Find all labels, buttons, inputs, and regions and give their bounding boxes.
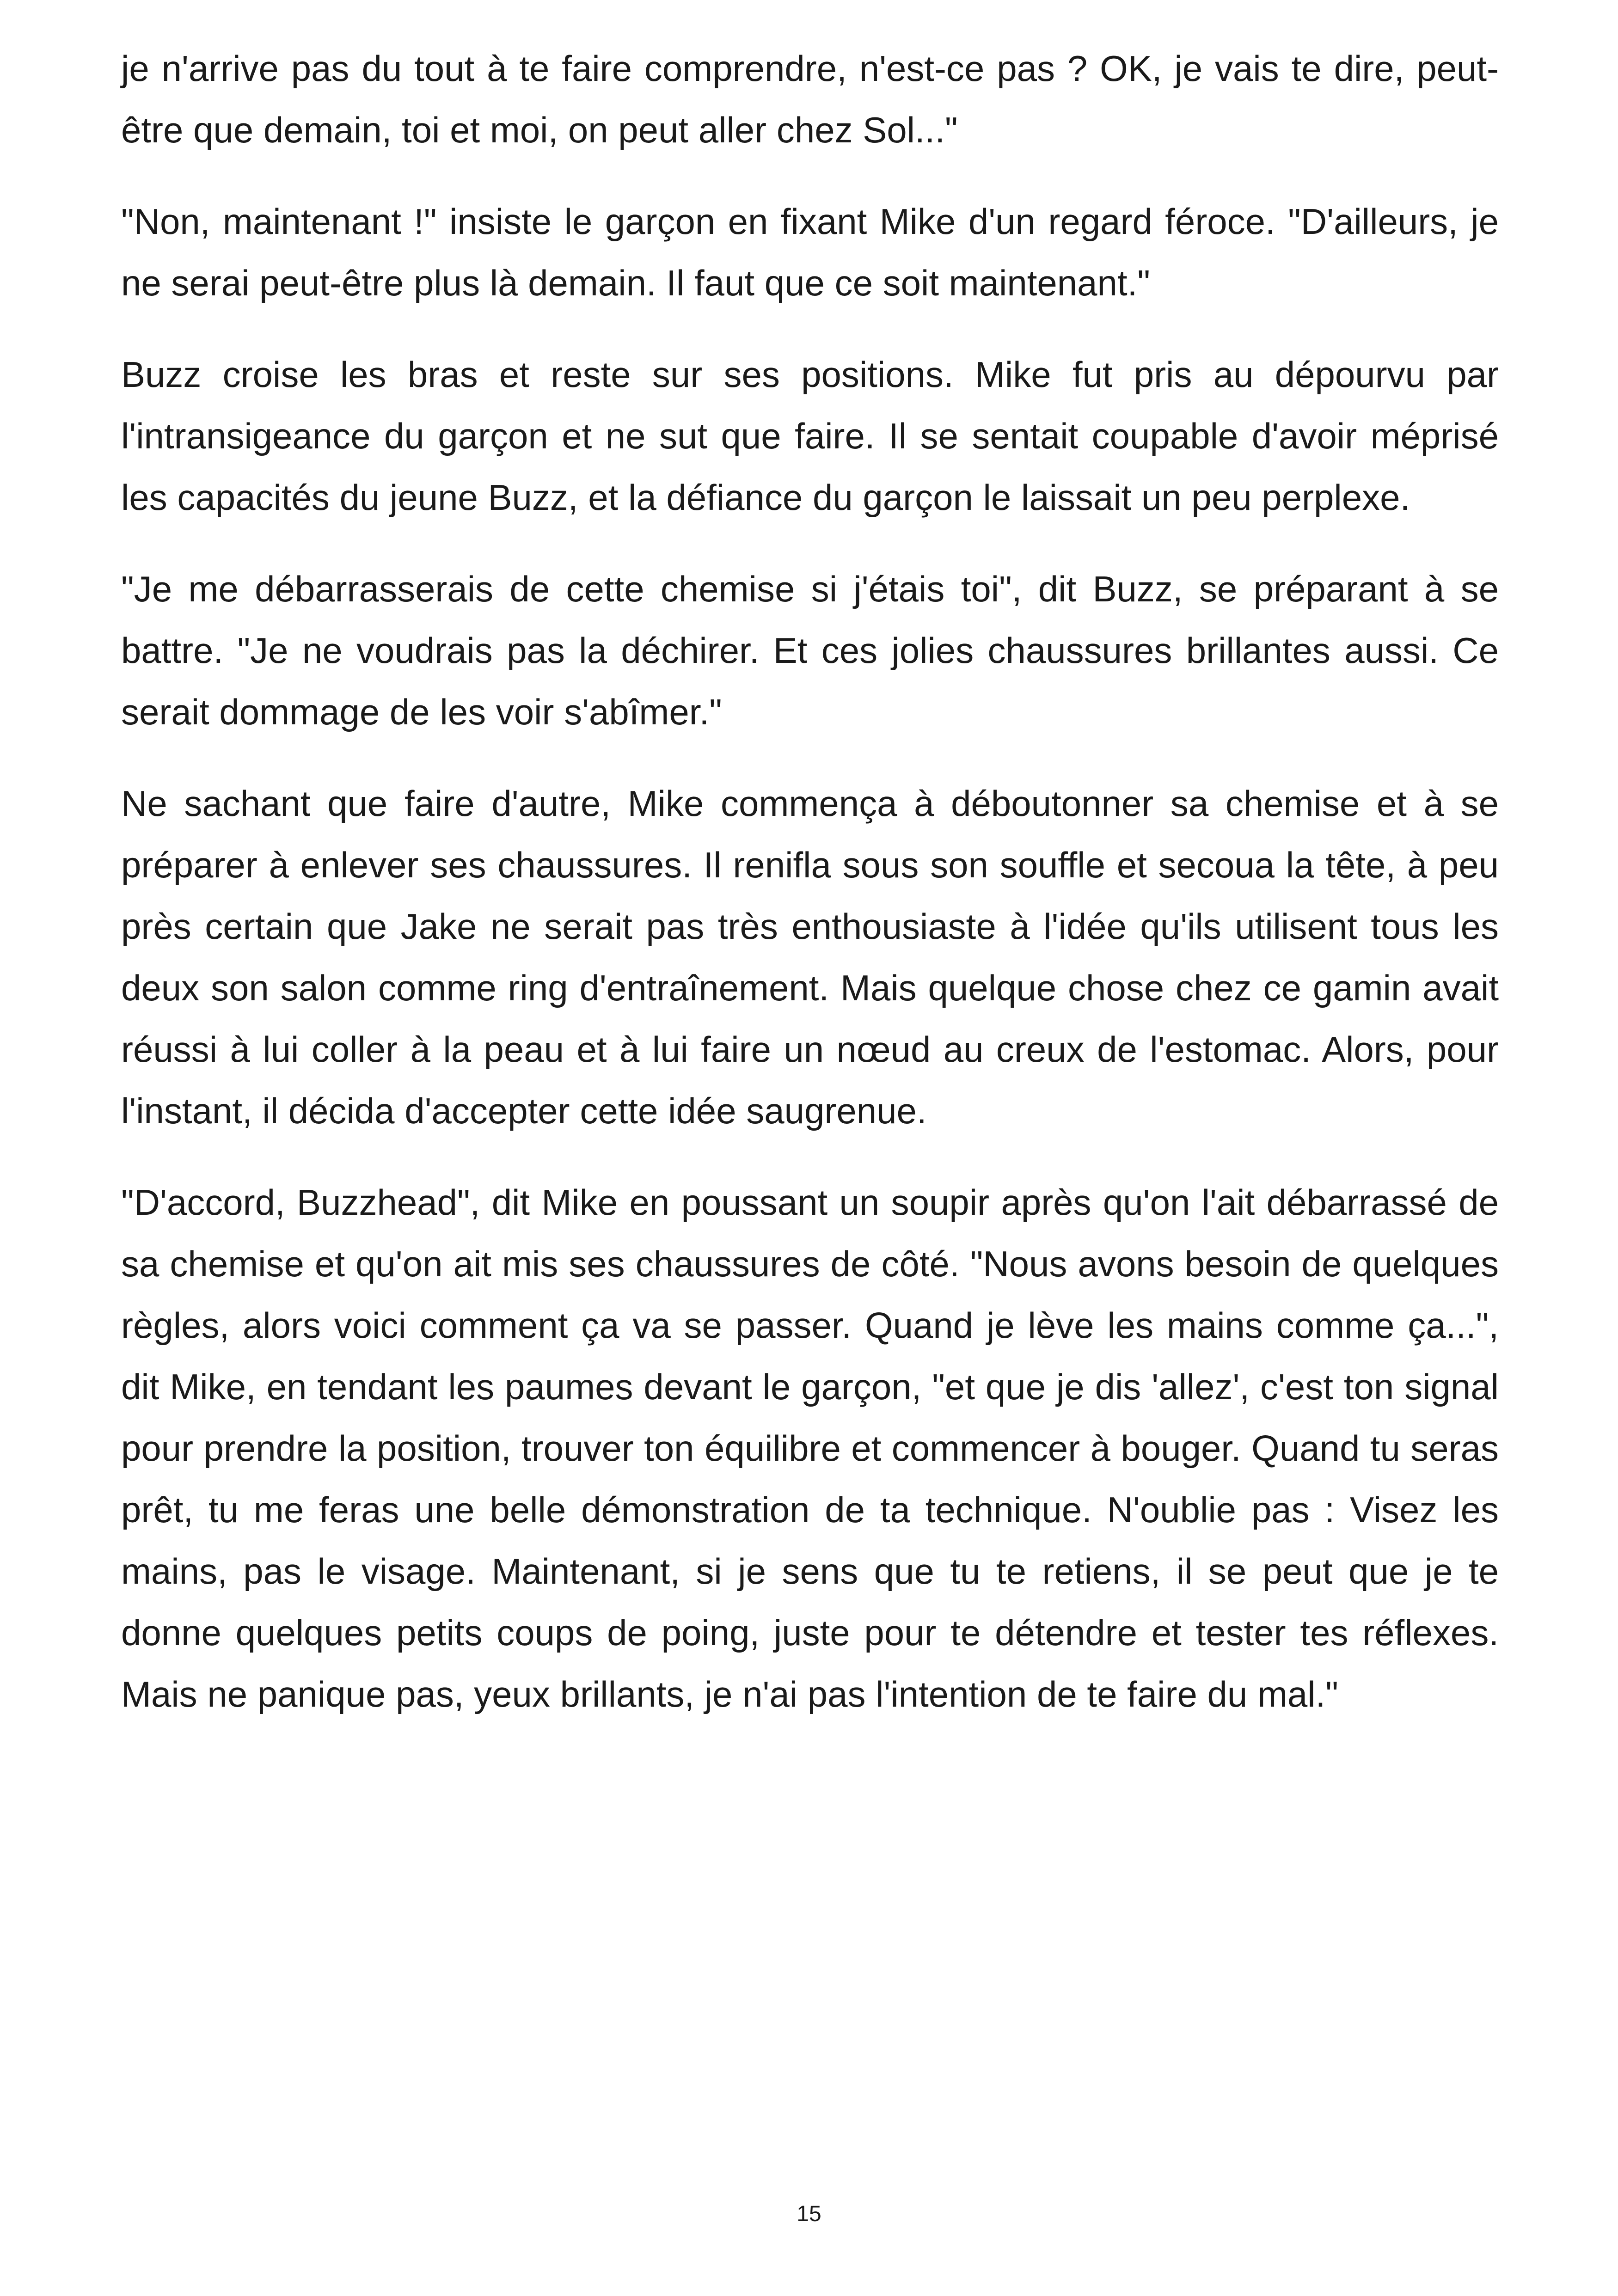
page-number: 15 [797,2202,821,2226]
paragraph: Ne sachant que faire d'autre, Mike commença à déboutonner sa chemise et à se préparer à enlever ses chaussures. Il renifla sous son souffle et secoua la tête, à peu près certain que Jake ne serait pas très enthousiaste à l'idée qu'ils utilisent tous les deux son salon comme ring d'entraînement. Mais quelque chose chez ce gamin avait réussi à lui coller à la peau et à lui faire un nœud au creux de l'estomac. Alors, pour l'instant, il décida d'accepter cette idée saugrenue. [121,783,1499,1131]
paragraph: Buzz croise les bras et reste sur ses positions. Mike fut pris au dépourvu par l'intransigeance du garçon et ne sut que faire. Il se sentait coupable d'avoir méprisé les capacités du jeune Buzz, et la défiance du garçon le laissait un peu perplexe. [121,354,1499,518]
paragraph: "Je me débarrasserais de cette chemise si j'étais toi", dit Buzz, se préparant à se battre. "Je ne voudrais pas la déchirer. Et ces jolies chaussures brillantes aussi. Ce serait dommage de les voir s'abîmer." [121,569,1499,732]
body-text [121,38,1499,1755]
paragraph: "Non, maintenant !" insiste le garçon en fixant Mike d'un regard féroce. "D'ailleurs, je ne serai peut-être plus là demain. Il faut que ce soit maintenant." [121,201,1499,303]
paragraph: je n'arrive pas du tout à te faire comprendre, n'est-ce pas ? OK, je vais te dire, peut-être que demain, toi et moi, on peut aller chez Sol..." [121,48,1499,150]
paragraph: "D'accord, Buzzhead", dit Mike en poussant un soupir après qu'on l'ait débarrassé de sa chemise et qu'on ait mis ses chaussures de côté. "Nous avons besoin de quelques règles, alors voici comment ça va se passer. Quand je lève les mains comme ça...", dit Mike, en tendant les paumes devant le garçon, "et que je dis 'allez', c'est ton signal pour prendre la position, trouver ton équilibre et commencer à bouger. Quand tu seras prêt, tu me feras une belle démonstration de ta technique. N'oublie pas : Visez les mains, pas le visage. Maintenant, si je sens que tu te retiens, il se peut que je te donne quelques petits coups de poing, juste pour te détendre et tester tes réflexes. Mais ne panique pas, yeux brillants, je n'ai pas l'intention de te faire du mal." [121,1182,1499,1714]
